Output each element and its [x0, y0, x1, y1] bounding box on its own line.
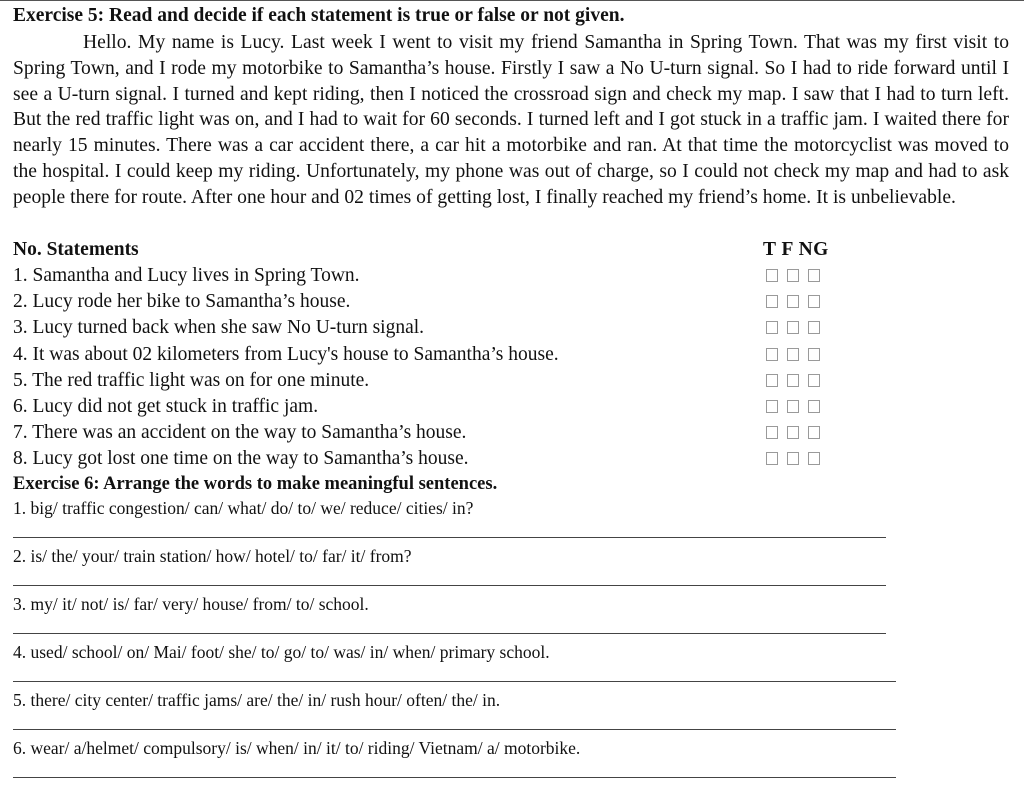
- true-checkbox[interactable]: [766, 269, 778, 282]
- statement-row: [13, 342, 1013, 368]
- true-checkbox[interactable]: [766, 452, 778, 465]
- true-checkbox[interactable]: [766, 400, 778, 413]
- scrambled-words: 1. big/ traffic congestion/ can/ what/ do/ to/ we/ reduce/ cities/ in?: [13, 498, 474, 518]
- scrambled-words: 6. wear/ a/helmet/ compulsory/ is/ when/ in/ it/ to/ riding/ Vietnam/ a/ motorbike.: [13, 738, 581, 758]
- statement-text: 1. Samantha and Lucy lives in Spring Town.: [13, 265, 360, 286]
- false-checkbox[interactable]: [787, 321, 799, 334]
- arrange-words-list: [13, 497, 1013, 785]
- statements-header: [13, 238, 1013, 262]
- answer-line[interactable]: [13, 537, 886, 538]
- answer-line[interactable]: [13, 585, 886, 586]
- statement-row: [13, 289, 1013, 315]
- scrambled-words: 5. there/ city center/ traffic jams/ are/ the/ in/ rush hour/ often/ the/ in.: [13, 690, 501, 710]
- arrange-item: [13, 641, 1013, 689]
- answer-boxes: [766, 295, 820, 309]
- statement-row: [13, 394, 1013, 420]
- statement-row: [13, 420, 1013, 446]
- answer-boxes: [766, 374, 820, 388]
- exercise-5-title: Exercise 5: Read and decide if each statement is true or false or not given.: [13, 5, 625, 26]
- reading-passage: Hello. My name is Lucy. Last week I went to visit my friend Samantha in Spring Town. That was my first visit to Spring Town, and I rode my motorbike to Samantha’s house. Firstly I saw a No U-turn signal. So I had to ride forward until I see a U-turn signal. I turned and kept riding, then I noticed the crossroad sign and check my map. I saw that I had to turn left. But the red traffic light was on, and I had to wait for 60 seconds. I turned left and I got stuck in a traffic jam. I waited there for nearly 15 minutes. There was a car accident there, a car hit a motorbike and ran. At that time the motorcyclist was moved to the hospital. I could keep my riding. Unfortunately, my phone was out of charge, so I could not check my map and had to ask people there for route. After one hour and 02 times of getting lost, I finally reached my friend’s home. It is unbelievable.: [13, 32, 1009, 208]
- not-given-checkbox[interactable]: [808, 452, 820, 465]
- answer-line[interactable]: [13, 633, 886, 634]
- false-checkbox[interactable]: [787, 374, 799, 387]
- false-checkbox[interactable]: [787, 269, 799, 282]
- statement-list: [13, 263, 1013, 473]
- statement-text: 7. There was an accident on the way to Samantha’s house.: [13, 422, 467, 444]
- statements-column-header: No. Statements: [13, 239, 139, 260]
- answer-line[interactable]: [13, 777, 896, 778]
- false-checkbox[interactable]: [787, 348, 799, 361]
- not-given-checkbox[interactable]: [808, 374, 820, 387]
- true-checkbox[interactable]: [766, 374, 778, 387]
- false-checkbox[interactable]: [787, 295, 799, 308]
- statement-text: 3. Lucy turned back when she saw No U-turn signal.: [13, 317, 425, 339]
- true-checkbox[interactable]: [766, 295, 778, 308]
- not-given-checkbox[interactable]: [808, 348, 820, 361]
- not-given-checkbox[interactable]: [808, 295, 820, 308]
- tfng-column-header: T F NG: [763, 239, 829, 260]
- answer-boxes: [766, 321, 820, 335]
- statement-row: [13, 446, 1013, 472]
- false-checkbox[interactable]: [787, 400, 799, 413]
- false-checkbox[interactable]: [787, 452, 799, 465]
- answer-line[interactable]: [13, 729, 896, 730]
- statement-row: [13, 368, 1013, 394]
- true-checkbox[interactable]: [766, 426, 778, 439]
- statement-row: [13, 263, 1013, 289]
- answer-boxes: [766, 400, 820, 414]
- scrambled-words: 3. my/ it/ not/ is/ far/ very/ house/ from/ to/ school.: [13, 594, 369, 614]
- statement-text: 2. Lucy rode her bike to Samantha’s house.: [13, 291, 351, 313]
- not-given-checkbox[interactable]: [808, 321, 820, 334]
- answer-boxes: [766, 426, 820, 440]
- not-given-checkbox[interactable]: [808, 400, 820, 413]
- not-given-checkbox[interactable]: [808, 426, 820, 439]
- scrambled-words: 2. is/ the/ your/ train station/ how/ hotel/ to/ far/ it/ from?: [13, 546, 412, 566]
- false-checkbox[interactable]: [787, 426, 799, 439]
- answer-boxes: [766, 348, 820, 362]
- arrange-item: [13, 737, 1013, 785]
- true-checkbox[interactable]: [766, 321, 778, 334]
- exercise-6-title: Exercise 6: Arrange the words to make meaningful sentences.: [13, 474, 498, 494]
- arrange-item: [13, 593, 1013, 641]
- top-divider: [0, 0, 1024, 1]
- statement-text: 4. It was about 02 kilometers from Lucy's house to Samantha’s house.: [13, 343, 559, 365]
- statement-text: 6. Lucy did not get stuck in traffic jam.: [13, 395, 319, 417]
- true-checkbox[interactable]: [766, 348, 778, 361]
- statement-text: 8. Lucy got lost one time on the way to Samantha’s house.: [13, 448, 469, 470]
- arrange-item: [13, 545, 1013, 593]
- arrange-item: [13, 497, 1013, 545]
- statement-text: 5. The red traffic light was on for one minute.: [13, 369, 370, 391]
- answer-boxes: [766, 452, 820, 466]
- scrambled-words: 4. used/ school/ on/ Mai/ foot/ she/ to/ go/ to/ was/ in/ when/ primary school.: [13, 642, 550, 662]
- answer-line[interactable]: [13, 681, 896, 682]
- not-given-checkbox[interactable]: [808, 269, 820, 282]
- statement-row: [13, 315, 1013, 341]
- answer-boxes: [766, 269, 820, 283]
- arrange-item: [13, 689, 1013, 737]
